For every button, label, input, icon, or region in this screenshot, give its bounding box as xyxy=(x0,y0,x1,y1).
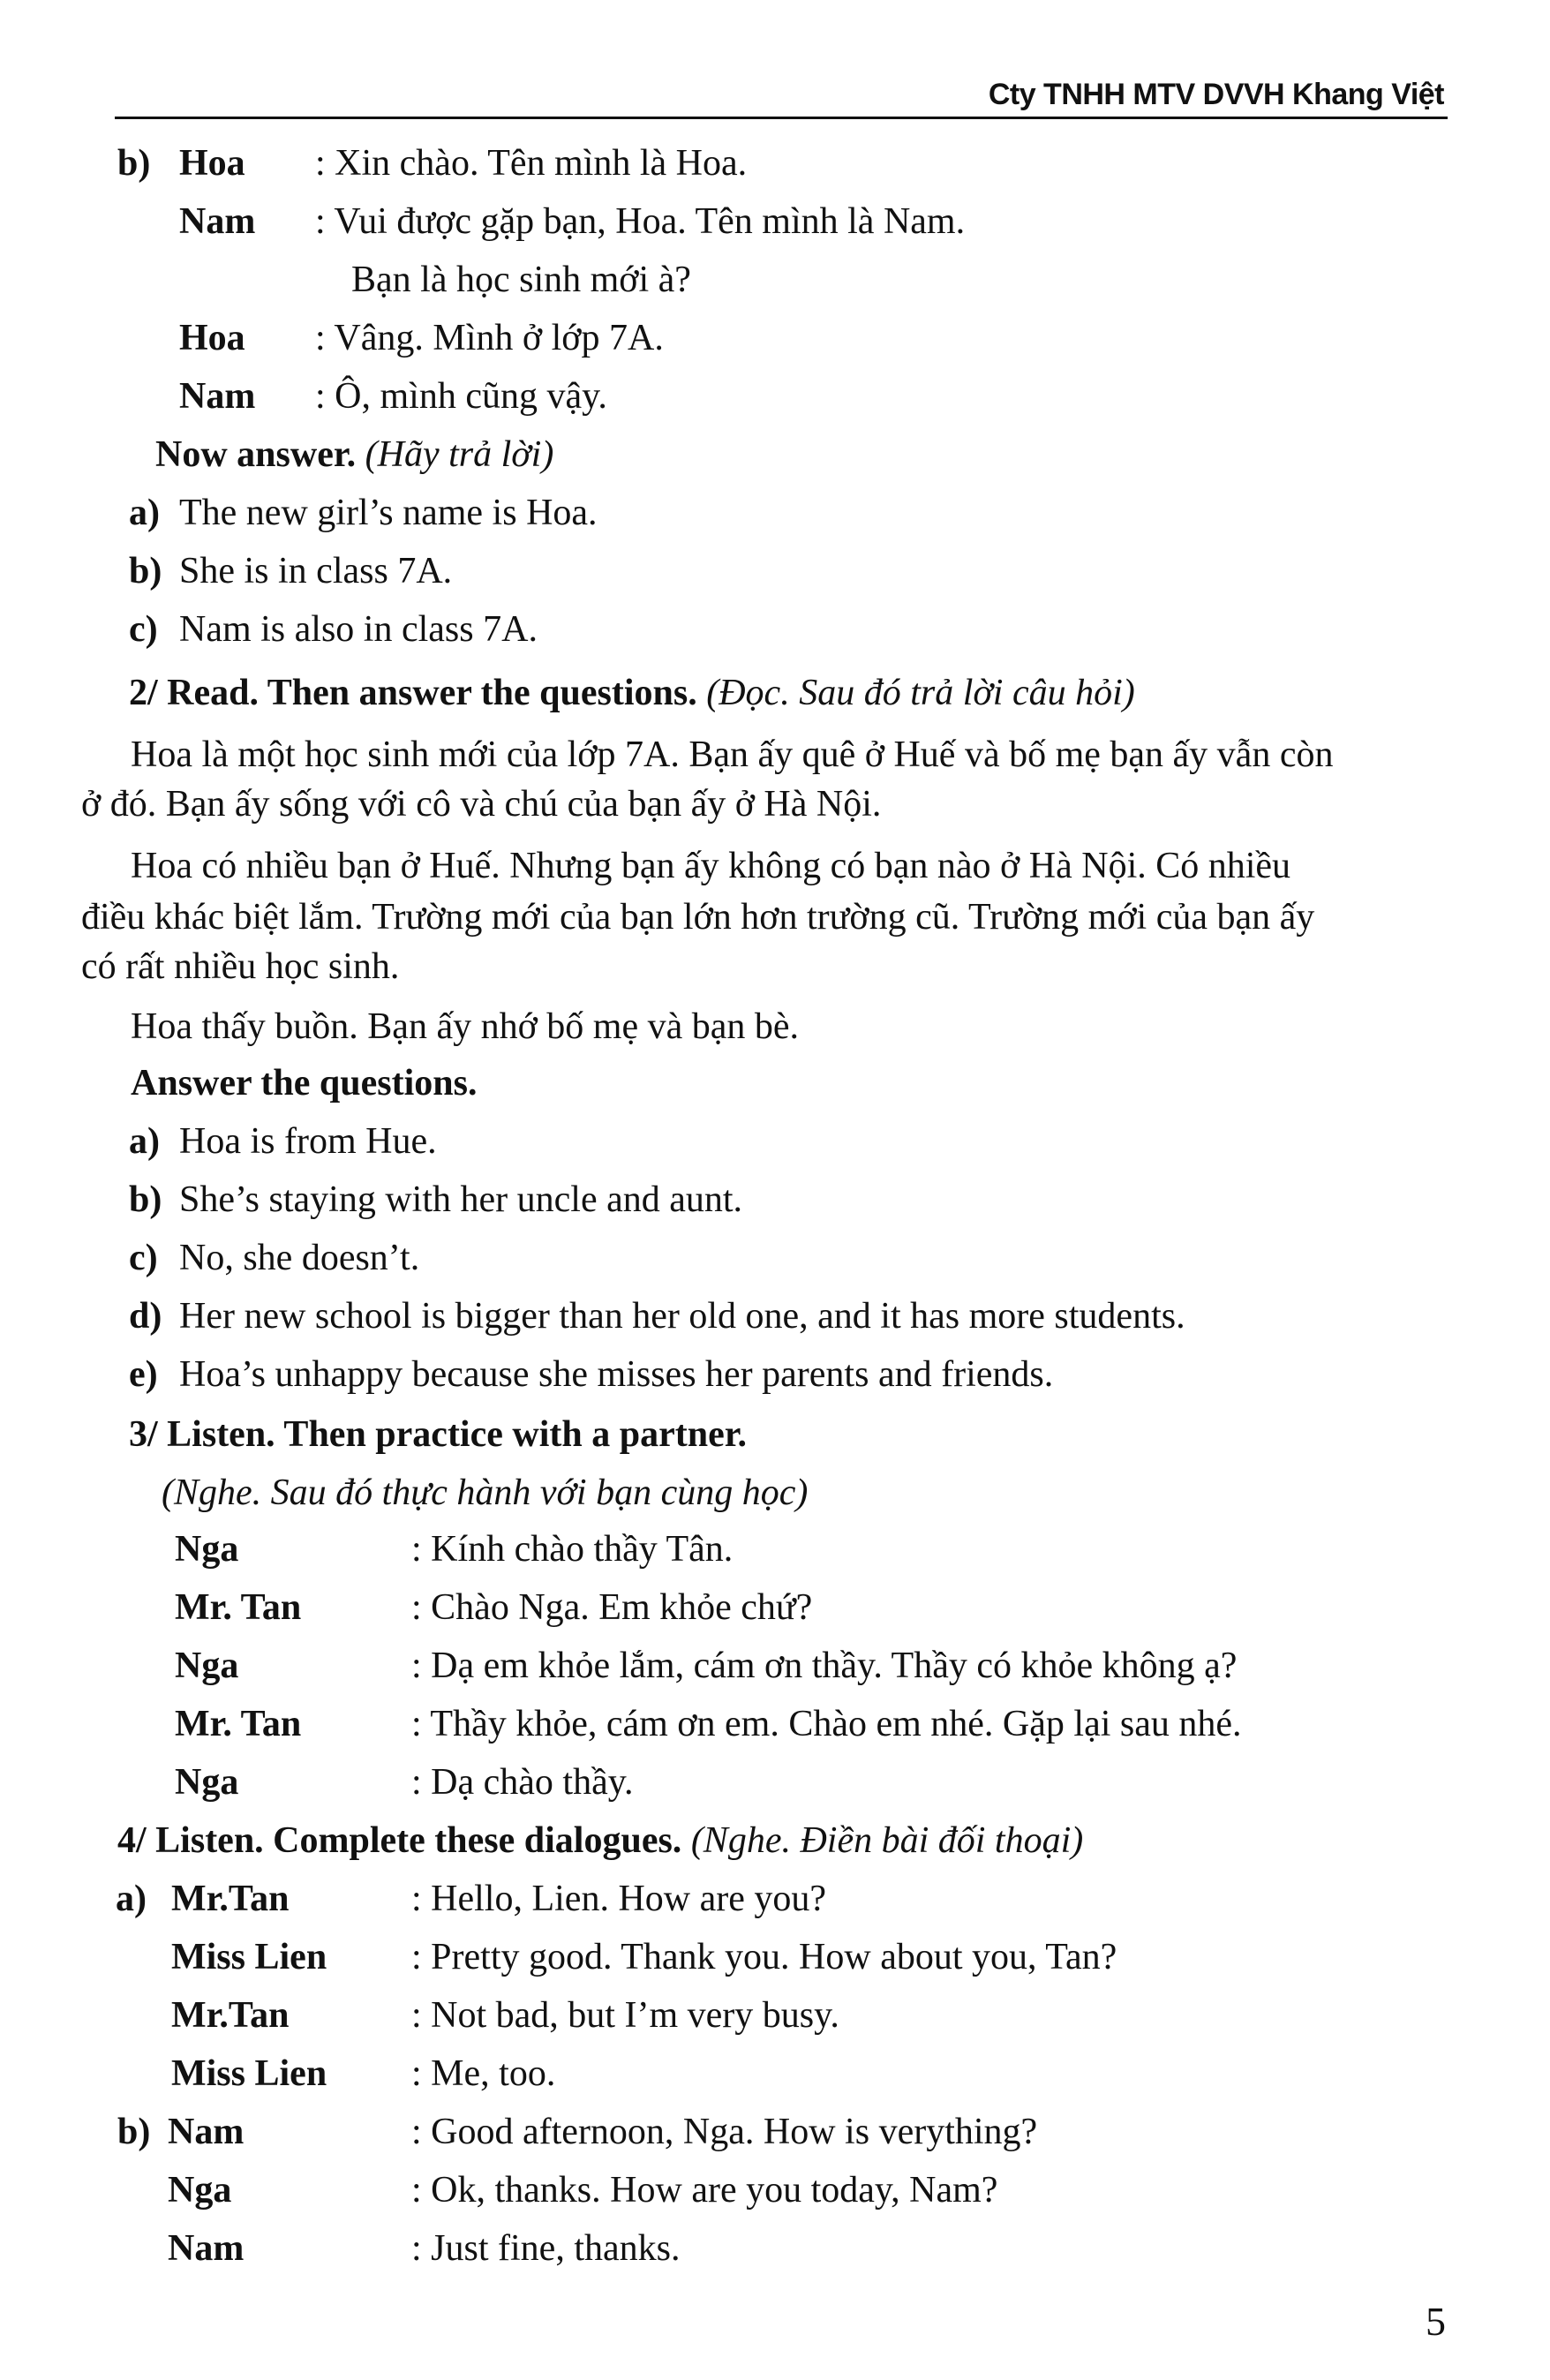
header-rule xyxy=(115,117,1448,119)
section-3-heading: 3/ Listen. Then practice with a partner. xyxy=(129,1414,747,1455)
section-4-heading: 4/ Listen. Complete these dialogues. xyxy=(117,1820,682,1861)
answer-label: d) xyxy=(129,1296,162,1337)
speaker-label: Mr.Tan xyxy=(171,1995,290,2036)
speaker-label: Miss Lien xyxy=(171,2053,327,2094)
answer-label: e) xyxy=(129,1354,158,1395)
dialogue-line: : Pretty good. Thank you. How about you, Tan? xyxy=(411,1937,1117,1977)
answer-questions-heading: Answer the questions. xyxy=(131,1063,478,1103)
paragraph-line: Hoa là một học sinh mới của lớp 7A. Bạn ấy quê ở Huế và bố mẹ bạn ấy vẫn còn xyxy=(131,734,1334,775)
answer-text: She is in class 7A. xyxy=(179,551,453,591)
dialogue-line: : Ô, mình cũng vậy. xyxy=(315,376,607,417)
answer-text: She’s staying with her uncle and aunt. xyxy=(179,1179,743,1220)
speaker-label: Nga xyxy=(168,2170,232,2211)
paragraph-line: điều khác biệt lắm. Trường mới của bạn lớn hơn trường cũ. Trường mới của bạn ấy xyxy=(81,897,1315,938)
publisher-header: Cty TNHH MTV DVVH Khang Việt xyxy=(988,78,1444,111)
part-a-marker: a) xyxy=(116,1879,147,1919)
speaker-label: Nam xyxy=(168,2228,245,2269)
speaker-label: Nam xyxy=(168,2112,245,2152)
answer-label: a) xyxy=(129,493,160,533)
speaker-label: Nam xyxy=(179,376,256,417)
dialogue-line: : Dạ em khỏe lắm, cám ơn thầy. Thầy có khỏe không ạ? xyxy=(411,1646,1238,1686)
answer-label: c) xyxy=(129,1238,158,1278)
answer-text: Nam is also in class 7A. xyxy=(179,609,538,650)
dialogue-line: : Hello, Lien. How are you? xyxy=(411,1879,827,1919)
dialogue-line: : Just fine, thanks. xyxy=(411,2228,681,2269)
section-2-heading-line xyxy=(129,671,1135,715)
part-b-marker: b) xyxy=(117,2112,151,2152)
dialogue-line: : Not bad, but I’m very busy. xyxy=(411,1995,839,2036)
answer-label: b) xyxy=(129,1179,162,1220)
dialogue-line: Bạn là học sinh mới à? xyxy=(351,260,691,300)
now-answer-vi: (Hãy trả lời) xyxy=(365,434,554,475)
dialogue-line: : Dạ chào thầy. xyxy=(411,1762,634,1803)
dialogue-line: : Vâng. Mình ở lớp 7A. xyxy=(315,318,664,358)
now-answer-line xyxy=(155,433,553,477)
speaker-label: Mr. Tan xyxy=(175,1704,302,1744)
speaker-label: Nam xyxy=(179,201,256,242)
section-4-heading-line xyxy=(117,1819,1083,1863)
page-number: 5 xyxy=(1426,2299,1446,2344)
dialogue-line: : Me, too. xyxy=(411,2053,556,2094)
section-2-heading: 2/ Read. Then answer the questions. xyxy=(129,673,697,713)
answer-text: Her new school is bigger than her old one, and it has more students. xyxy=(179,1296,1185,1337)
dialogue-line: : Vui được gặp bạn, Hoa. Tên mình là Nam. xyxy=(315,201,966,242)
speaker-label: Hoa xyxy=(179,143,245,184)
answer-text: Hoa’s unhappy because she misses her parents and friends. xyxy=(179,1354,1054,1395)
answer-label: a) xyxy=(129,1121,160,1162)
answer-text: No, she doesn’t. xyxy=(179,1238,420,1278)
speaker-label: Mr.Tan xyxy=(171,1879,290,1919)
paragraph-line: Hoa thấy buồn. Bạn ấy nhớ bố mẹ và bạn bè. xyxy=(131,1006,800,1047)
speaker-label: Nga xyxy=(175,1762,239,1803)
now-answer-label: Now answer. xyxy=(155,434,357,475)
section-1b-marker: b) xyxy=(117,143,151,184)
dialogue-line: : Ok, thanks. How are you today, Nam? xyxy=(411,2170,998,2211)
dialogue-line: : Thầy khỏe, cám ơn em. Chào em nhé. Gặp lại sau nhé. xyxy=(411,1704,1242,1744)
answer-label: c) xyxy=(129,609,158,650)
answer-label: b) xyxy=(129,551,162,591)
answer-text: Hoa is from Hue. xyxy=(179,1121,437,1162)
dialogue-line: : Good afternoon, Nga. How is verything? xyxy=(411,2112,1038,2152)
dialogue-line: : Kính chào thầy Tân. xyxy=(411,1529,734,1570)
speaker-label: Nga xyxy=(175,1646,239,1686)
section-4-heading-vi: (Nghe. Điền bài đối thoại) xyxy=(690,1820,1084,1861)
paragraph-line: có rất nhiều học sinh. xyxy=(81,946,400,987)
speaker-label: Miss Lien xyxy=(171,1937,327,1977)
speaker-label: Hoa xyxy=(179,318,245,358)
section-3-heading-vi: (Nghe. Sau đó thực hành với bạn cùng học) xyxy=(162,1472,809,1513)
speaker-label: Mr. Tan xyxy=(175,1587,302,1628)
paragraph-line: ở đó. Bạn ấy sống với cô và chú của bạn ấy ở Hà Nội. xyxy=(81,784,882,825)
speaker-label: Nga xyxy=(175,1529,239,1570)
dialogue-line: : Xin chào. Tên mình là Hoa. xyxy=(315,143,748,184)
paragraph-line: Hoa có nhiều bạn ở Huế. Nhưng bạn ấy không có bạn nào ở Hà Nội. Có nhiều xyxy=(131,846,1291,886)
dialogue-line: : Chào Nga. Em khỏe chứ? xyxy=(411,1587,813,1628)
section-2-heading-vi: (Đọc. Sau đó trả lời câu hỏi) xyxy=(706,673,1135,713)
answer-text: The new girl’s name is Hoa. xyxy=(179,493,598,533)
